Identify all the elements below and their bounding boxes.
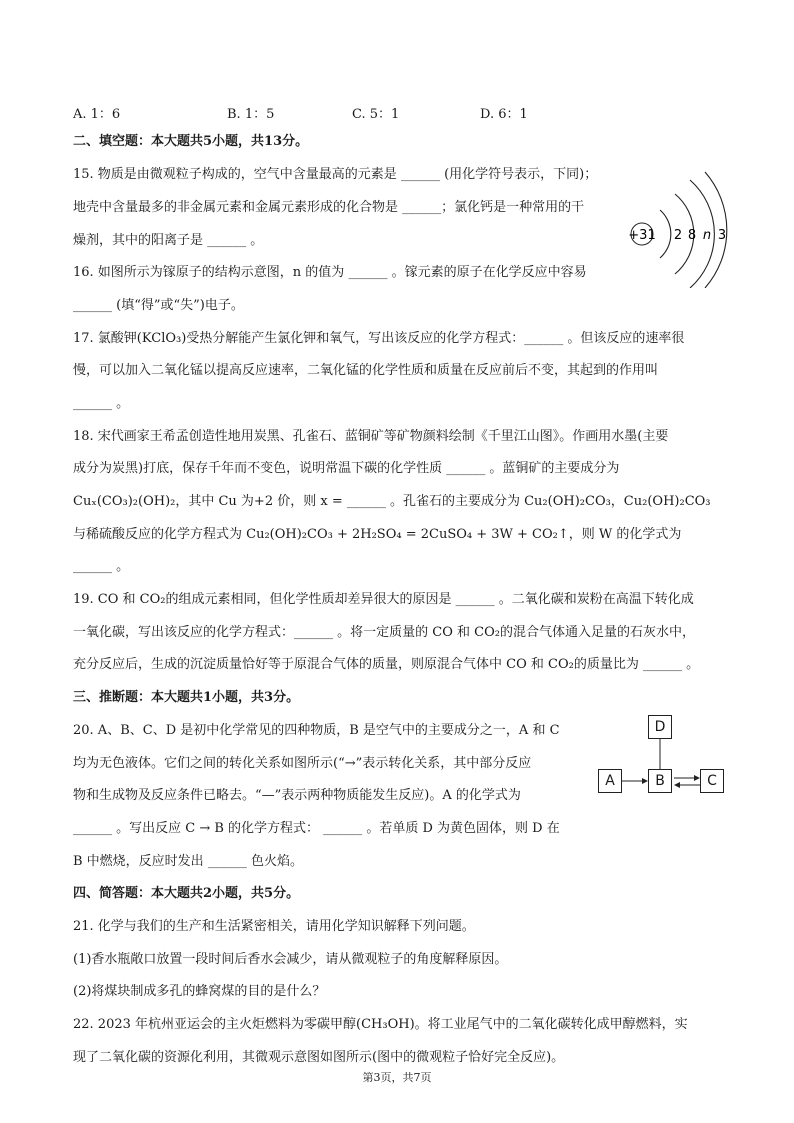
q18-line-2: 成分为炭黑)打底，保存千年而不变色，说明常温下碳的化学性质 ______ 。蓝铜矿的主要成分为 [73,461,620,476]
atom-shells-svg [628,168,738,288]
q20-line-1: 20. A、B、C、D 是初中化学常见的四种物质，B 是空气中的主要成分之一，A 和 C [73,723,560,738]
nucleus-label: +31 [628,228,656,243]
shell-label-1: 2 [673,228,683,243]
option-c: C. 5：1 [352,107,400,122]
section-header-inference: 三、推断题：本大题共1小题，共3分。 [73,690,300,705]
q15-line-2: 地壳中含量最多的非金属元素和金属元素形成的化合物是 ______；氯化钙是一种常用的干 [73,200,585,215]
shell-label-3: n [702,228,712,243]
q21-line-3: (2)将煤块制成多孔的蜂窝煤的目的是什么？ [73,984,326,999]
q22-line-1: 22. 2023 年杭州亚运会的主火炬燃料为零碳甲醇(CH₃OH)。将工业尾气中的二氧化碳转化成甲醇燃料，实 [73,1017,688,1032]
section-header-fill-in: 二、填空题：本大题共5小题，共13分。 [73,134,309,149]
section-header-short-answer: 四、简答题：本大题共2小题，共5分。 [73,886,300,901]
node-b: B [648,769,672,793]
option-a: A. 1：6 [73,107,121,122]
q18-line-3: Cuₓ(CO₃)₂(OH)₂，其中 Cu 为+2 价，则 x = ______ 。孔雀石的主要成分为 Cu₂(OH)₂CO₃，Cu₂(OH)₂CO₃ [73,494,711,509]
page-footer: 第3页，共7页 [362,1071,432,1084]
shell-label-2: 8 [687,228,697,243]
q21-line-2: (1)香水瓶敞口放置一段时间后香水会减少，请从微观粒子的角度解释原因。 [73,952,508,967]
q22-line-2: 现了二氧化碳的资源化利用，其微观示意图如图所示(图中的微观粒子恰好完全反应)。 [73,1050,565,1065]
q18-line-5: ______ 。 [73,559,130,574]
q17-line-2: 慢，可以加入二氧化锰以提高反应速率，二氧化锰的化学性质和质量在反应前后不变，其起到的作用叫 [73,363,659,378]
q17-line-3: ______ 。 [73,396,130,411]
q20-line-2: 均为无色液体。它们之间的转化关系如图所示(“→”表示转化关系，其中部分反应 [73,756,532,771]
q20-line-3: 物和生成物及反应条件已略去。“—”表示两种物质能发生反应)。A 的化学式为 [73,788,521,803]
q20-line-5: B 中燃烧，反应时发出 ______ 色火焰。 [73,854,303,869]
q19-line-3: 充分反应后，生成的沉淀质量恰好等于原混合气体的质量，则原混合气体中 CO 和 CO₂的质量比为 ______ 。 [73,657,700,672]
q15-line-3: 燥剂，其中的阳离子是 ______ 。 [73,233,264,248]
c-b-arrowhead [674,782,680,788]
q18-line-4: 与稀硫酸反应的化学方程式为 Cu₂(OH)₂CO₃ + 2H₂SO₄ = 2CuSO₄ + 3W + CO₂↑，则 W 的化学式为 [73,527,682,542]
option-b: B. 1：5 [227,107,275,122]
option-d: D. 6：1 [480,107,528,122]
q18-line-1: 18. 宋代画家王希孟创造性地用炭黑、孔雀石、蓝铜矿等矿物颜料绘制《千里江山图》。作画用水墨(主要 [73,429,669,444]
q15-line-1: 15. 物质是由微观粒子构成的，空气中含量最高的元素是 ______ (用化学符号表示，下同)； [73,167,598,182]
gallium-atom-diagram [628,168,738,288]
node-a: A [598,769,622,793]
q16-line-2: ______ (填“得”或“失”)电子。 [73,298,244,313]
node-d: D [648,715,672,739]
q21-line-1: 21. 化学与我们的生产和生活紧密相关，请用化学知识解释下列问题。 [73,919,475,934]
relation-diagram [594,712,726,802]
q19-line-2: 一氧化碳，写出该反应的化学方程式：______ 。将一定质量的 CO 和 CO₂的混合气体通入足量的石灰水中， [73,625,695,640]
node-c: C [700,769,724,793]
shell-label-4: 3 [717,228,727,243]
shell-arc-1 [660,210,671,258]
q20-line-4: ______ 。写出反应 C → B 的化学方程式： ______ 。若单质 D 为黄色固体，则 D 在 [73,821,560,836]
q16-line-1: 16. 如图所示为镓原子的结构示意图，n 的值为 ______ 。镓元素的原子在化学反应中容易 [73,265,587,280]
q19-line-1: 19. CO 和 CO₂的组成元素相同，但化学性质却差异很大的原因是 ______ 。二氧化碳和炭粉在高温下转化成 [73,592,694,607]
q17-line-1: 17. 氯酸钾(KClO₃)受热分解能产生氯化钾和氧气，写出该反应的化学方程式：______ 。但该反应的速率很 [73,331,685,346]
